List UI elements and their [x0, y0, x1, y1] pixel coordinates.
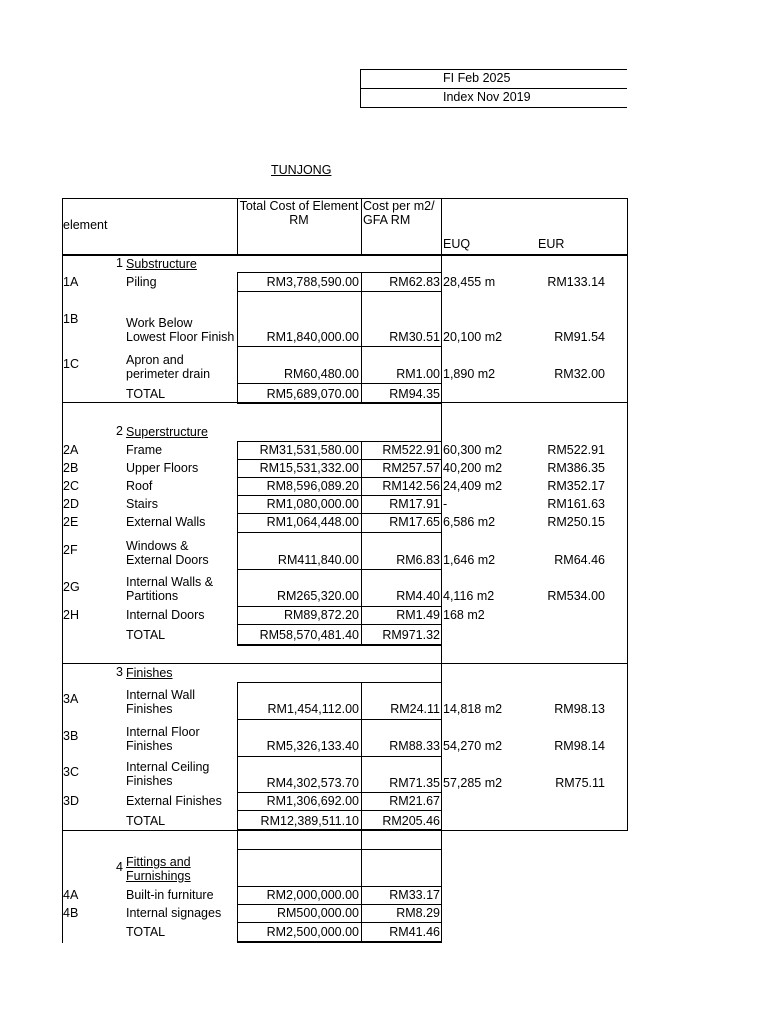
- row-name: Stairs: [126, 497, 158, 511]
- row-code: 2A: [63, 443, 79, 457]
- row-total-cost: RM1,840,000.00: [266, 330, 359, 344]
- row-total-cost: RM15,531,332.00: [259, 461, 359, 475]
- row-cost-per-m2: RM71.35: [389, 776, 440, 790]
- row-cost-per-m2: RM62.83: [389, 275, 440, 289]
- col-header-total-cost: Total Cost of Element RM: [239, 199, 359, 227]
- row-cost-per-m2: RM1.00: [396, 367, 440, 381]
- row-eur: RM352.17: [547, 479, 605, 493]
- fi-date-label: FI Feb 2025: [443, 71, 511, 85]
- row-cost-per-m2: RM257.57: [382, 461, 440, 475]
- row-total-cost: RM500,000.00: [276, 906, 359, 920]
- row-eur: RM161.63: [547, 497, 605, 511]
- row-total-cost: RM1,064,448.00: [266, 515, 359, 529]
- row-code: 1C: [63, 357, 79, 371]
- row-euq: 28,455 m: [443, 275, 496, 289]
- row-euq: 57,285 m2: [443, 776, 503, 790]
- row-name: Built-in furniture: [126, 888, 214, 902]
- row-cost-per-m2: RM21.67: [389, 794, 440, 808]
- row-total-cost: RM89,872.20: [283, 608, 359, 622]
- row-eur: RM522.91: [547, 443, 605, 457]
- section-number: 2: [116, 424, 123, 438]
- row-euq: 40,200 m2: [443, 461, 503, 475]
- row-code: 2D: [63, 497, 79, 511]
- total-label: TOTAL: [126, 925, 166, 939]
- row-euq: 60,300 m2: [443, 443, 503, 457]
- row-euq: 54,270 m2: [443, 739, 503, 753]
- total-label: TOTAL: [126, 387, 166, 401]
- row-euq: 168 m2: [443, 608, 485, 622]
- row-cost-per-m2: RM4.40: [396, 589, 440, 603]
- row-total-cost: RM1,080,000.00: [266, 497, 359, 511]
- row-total-cost: RM60,480.00: [283, 367, 359, 381]
- row-name: External Walls: [126, 515, 206, 529]
- row-name: Windows & External Doors: [126, 539, 209, 567]
- row-code: 4B: [63, 906, 79, 920]
- row-cost-per-m2: RM1.49: [396, 608, 440, 622]
- row-name: Internal Ceiling Finishes: [126, 760, 210, 788]
- row-cost-per-m2: RM94.35: [389, 387, 440, 401]
- row-euq: 14,818 m2: [443, 702, 503, 716]
- row-cost-per-m2: RM88.33: [389, 739, 440, 753]
- section-title: Substructure: [126, 257, 197, 271]
- row-total-cost: RM5,689,070.00: [266, 387, 359, 401]
- row-euq: 20,100 m2: [443, 330, 503, 344]
- row-code: 2B: [63, 461, 79, 475]
- row-name: Apron and perimeter drain: [126, 353, 211, 381]
- row-eur: RM534.00: [547, 589, 605, 603]
- row-euq: 24,409 m2: [443, 479, 503, 493]
- total-label: TOTAL: [126, 628, 166, 642]
- section-number: 3: [116, 665, 123, 679]
- row-total-cost: RM8,596,089.20: [266, 479, 359, 493]
- index-date-label: Index Nov 2019: [443, 90, 531, 104]
- section-title: Fittings and Furnishings: [126, 855, 191, 883]
- row-cost-per-m2: RM971.32: [382, 628, 440, 642]
- row-cost-per-m2: RM33.17: [389, 888, 440, 902]
- row-name: Upper Floors: [126, 461, 199, 475]
- col-header-cost-per-m2: Cost per m2/ GFA RM: [363, 199, 435, 227]
- col-header-eur: EUR: [538, 237, 565, 251]
- row-total-cost: RM265,320.00: [276, 589, 359, 603]
- row-name: Internal Wall Finishes: [126, 688, 196, 716]
- row-cost-per-m2: RM522.91: [382, 443, 440, 457]
- row-code: 2E: [63, 515, 79, 529]
- row-name: Internal Floor Finishes: [126, 725, 200, 753]
- row-cost-per-m2: RM30.51: [389, 330, 440, 344]
- row-total-cost: RM1,306,692.00: [266, 794, 359, 808]
- project-title: TUNJONG: [271, 163, 332, 177]
- row-cost-per-m2: RM205.46: [382, 814, 440, 828]
- row-name: Piling: [126, 275, 157, 289]
- row-euq: 6,586 m2: [443, 515, 496, 529]
- row-cost-per-m2: RM8.29: [396, 906, 440, 920]
- row-total-cost: RM58,570,481.40: [259, 628, 359, 642]
- row-name: Frame: [126, 443, 163, 457]
- row-name: Work Below Lowest Floor Finish: [126, 316, 235, 344]
- row-code: 2H: [63, 608, 79, 622]
- row-code: 1A: [63, 275, 79, 289]
- row-name: Internal Doors: [126, 608, 205, 622]
- row-eur: RM75.11: [555, 776, 605, 790]
- row-name: Internal signages: [126, 906, 222, 920]
- section-number: 4: [116, 860, 123, 874]
- row-code: 2C: [63, 479, 79, 493]
- section-title: Finishes: [126, 666, 173, 680]
- row-name: Roof: [126, 479, 153, 493]
- row-euq: 1,890 m2: [443, 367, 496, 381]
- row-total-cost: RM1,454,112.00: [267, 702, 359, 716]
- row-cost-per-m2: RM24.11: [390, 702, 440, 716]
- col-header-element: element: [63, 218, 108, 232]
- row-cost-per-m2: RM17.65: [389, 515, 440, 529]
- row-cost-per-m2: RM17.91: [389, 497, 440, 511]
- section-title: Superstructure: [126, 425, 208, 439]
- row-total-cost: RM2,500,000.00: [266, 925, 359, 939]
- row-code: 4A: [63, 888, 79, 902]
- row-eur: RM98.14: [554, 739, 605, 753]
- row-total-cost: RM12,389,511.10: [260, 814, 359, 828]
- row-total-cost: RM5,326,133.40: [266, 739, 359, 753]
- row-euq: 4,116 m2: [443, 589, 495, 603]
- section-number: 1: [116, 256, 123, 270]
- row-eur: RM250.15: [547, 515, 605, 529]
- row-cost-per-m2: RM6.83: [396, 553, 440, 567]
- row-code: 3C: [63, 765, 79, 779]
- row-eur: RM98.13: [554, 702, 605, 716]
- row-total-cost: RM31,531,580.00: [259, 443, 359, 457]
- row-eur: RM91.54: [554, 330, 605, 344]
- row-total-cost: RM3,788,590.00: [266, 275, 359, 289]
- row-name: Internal Walls & Partitions: [126, 575, 214, 603]
- row-cost-per-m2: RM142.56: [382, 479, 440, 493]
- row-total-cost: RM411,840.00: [277, 553, 359, 567]
- row-name: External Finishes: [126, 794, 222, 808]
- row-code: 3D: [63, 794, 79, 808]
- row-total-cost: RM2,000,000.00: [266, 888, 359, 902]
- row-euq: -: [443, 497, 448, 511]
- total-label: TOTAL: [126, 814, 166, 828]
- row-eur: RM64.46: [554, 553, 605, 567]
- row-total-cost: RM4,302,573.70: [266, 776, 359, 790]
- row-eur: RM32.00: [554, 367, 605, 381]
- col-header-euq: EUQ: [443, 237, 471, 251]
- row-code: 3A: [63, 692, 79, 706]
- row-eur: RM386.35: [547, 461, 605, 475]
- row-code: 2G: [63, 580, 80, 594]
- row-euq: 1,646 m2: [443, 553, 496, 567]
- row-cost-per-m2: RM41.46: [389, 925, 440, 939]
- row-code: 2F: [63, 543, 78, 557]
- row-code: 1B: [63, 312, 79, 326]
- row-code: 3B: [63, 729, 79, 743]
- row-eur: RM133.14: [547, 275, 605, 289]
